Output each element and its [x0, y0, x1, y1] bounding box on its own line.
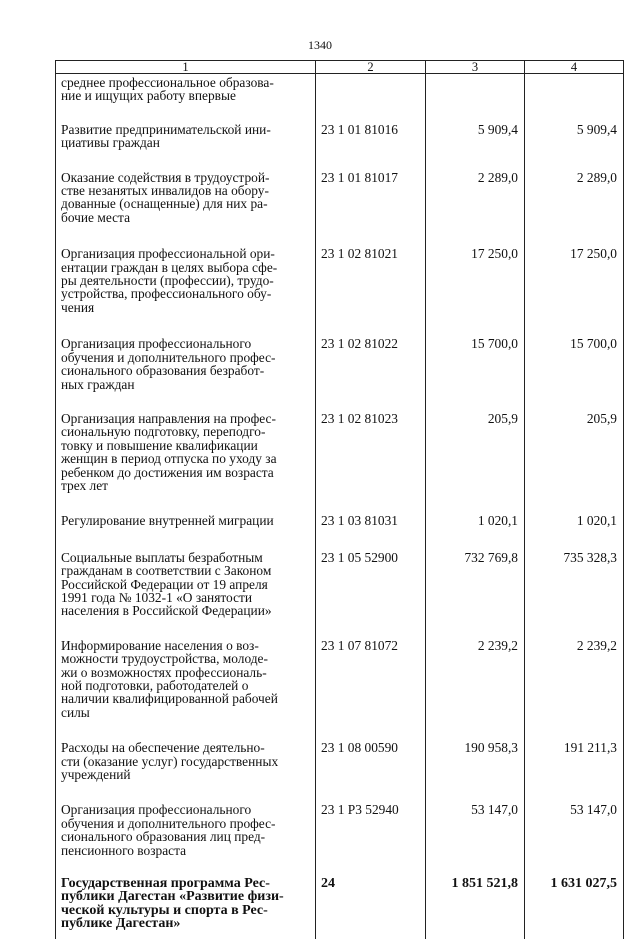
row-name-cell: Оказание содействия в трудоустрой- стве незанятых инвалидов на обору- дованные (оснащенные) для них ра- бочие места: [56, 171, 316, 248]
row-value-2-cell: 2 239,2: [525, 639, 624, 741]
row-name-cell: Организация профессионального обучения и дополнительного профес- сионального образования безработ- ных граждан: [56, 337, 316, 412]
row-value-1-cell: 1 851 521,8: [426, 877, 525, 939]
table-row: [56, 74, 624, 123]
row-value-1-cell: 205,9: [426, 412, 525, 514]
column-header: 1: [56, 61, 316, 74]
table-row: [56, 551, 624, 639]
row-value-1-cell: 2 289,0: [426, 171, 525, 248]
table-row: [56, 514, 624, 550]
row-value-2-cell: 205,9: [525, 412, 624, 514]
row-value-2-cell: 1 631 027,5: [525, 877, 624, 939]
row-value-2-cell: 1 020,1: [525, 514, 624, 550]
row-value-1-cell: 15 700,0: [426, 337, 525, 412]
row-name-cell: Развитие предпринимательской ини- циативы граждан: [56, 123, 316, 171]
row-value-1-cell: 5 909,4: [426, 123, 525, 171]
row-name-cell: Организация профессиональной ори- ентации граждан в целях выбора сфе- ры деятельности (профессии), трудо- устройства, профессионального обу- чения: [56, 247, 316, 337]
column-header: 3: [426, 61, 525, 74]
row-value-2-cell: 5 909,4: [525, 123, 624, 171]
row-code-cell: [316, 74, 426, 123]
row-value-1-cell: 17 250,0: [426, 247, 525, 337]
row-value-1-cell: 53 147,0: [426, 803, 525, 877]
row-code-cell: 23 1 P3 52940: [316, 803, 426, 877]
page-number: 1340: [308, 38, 332, 52]
row-value-1-cell: 2 239,2: [426, 639, 525, 741]
table-row: [56, 803, 624, 877]
row-code-cell: 23 1 02 81023: [316, 412, 426, 514]
row-name-cell: Регулирование внутренней миграции: [56, 514, 316, 550]
row-value-2-cell: 735 328,3: [525, 551, 624, 639]
row-value-2-cell: 17 250,0: [525, 247, 624, 337]
row-value-2-cell: [525, 74, 624, 123]
column-header: 4: [525, 61, 624, 74]
column-header: 2: [316, 61, 426, 74]
budget-table: [55, 60, 624, 939]
row-code-cell: 23 1 02 81021: [316, 247, 426, 337]
table-row: [56, 123, 624, 171]
row-name-cell: Информирование населения о воз- можности трудоустройства, молоде- жи о возможностях профессиональ- ной подготовки, работодателей о наличии квалифицированной рабочей силы: [56, 639, 316, 741]
row-name-cell: Организация направления на профес- сиональную подготовку, переподго- товку и повышение квалификации женщин в период отпуска по уходу за ребенком до достижения им возраста трех лет: [56, 412, 316, 514]
row-name-cell: Расходы на обеспечение деятельно- сти (оказание услуг) государственных учреждений: [56, 741, 316, 803]
row-code-cell: 23 1 01 81016: [316, 123, 426, 171]
row-code-cell: 23 1 07 81072: [316, 639, 426, 741]
row-code-cell: 23 1 05 52900: [316, 551, 426, 639]
table-row: [56, 171, 624, 248]
row-value-1-cell: 190 958,3: [426, 741, 525, 803]
row-value-1-cell: [426, 74, 525, 123]
row-code-cell: 23 1 02 81022: [316, 337, 426, 412]
table-row: [56, 741, 624, 803]
row-value-1-cell: 1 020,1: [426, 514, 525, 550]
table-row: [56, 247, 624, 337]
row-code-cell: 23 1 03 81031: [316, 514, 426, 550]
row-name-cell: Социальные выплаты безработным гражданам в соответствии с Законом Российской Федерации от 19 апреля 1991 года № 1032-1 «О занятости населения в Российской Федерации»: [56, 551, 316, 639]
row-code-cell: 24: [316, 877, 426, 939]
row-value-2-cell: 53 147,0: [525, 803, 624, 877]
row-value-2-cell: 2 289,0: [525, 171, 624, 248]
table-row: [56, 337, 624, 412]
table-row: [56, 639, 624, 741]
row-value-2-cell: 191 211,3: [525, 741, 624, 803]
row-code-cell: 23 1 08 00590: [316, 741, 426, 803]
table-row: [56, 412, 624, 514]
row-name-cell: среднее профессиональное образова- ние и ищущих работу впервые: [56, 74, 316, 123]
row-value-2-cell: 15 700,0: [525, 337, 624, 412]
row-name-cell: Организация профессионального обучения и дополнительного профес- сионального образования лиц пред- пенсионного возраста: [56, 803, 316, 877]
table-header-row: [56, 61, 624, 74]
row-value-1-cell: 732 769,8: [426, 551, 525, 639]
row-code-cell: 23 1 01 81017: [316, 171, 426, 248]
table-row: [56, 877, 624, 939]
row-name-cell: Государственная программа Рес- публики Дагестан «Развитие физи- ческой культуры и спорта в Рес- публике Дагестан»: [56, 877, 316, 939]
